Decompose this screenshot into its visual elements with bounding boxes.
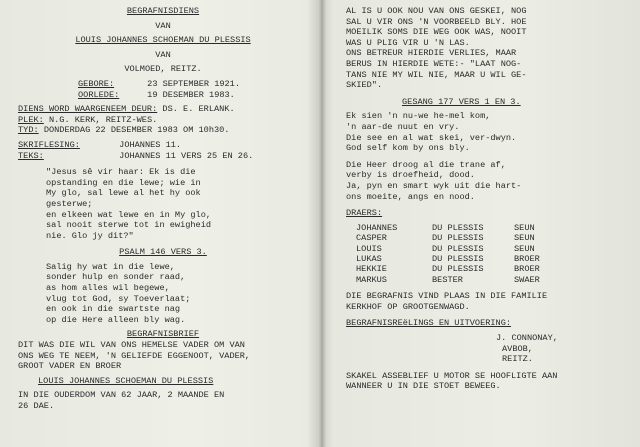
letter-line: DIT WAS DIE WIL VAN ONS HEMELSE VADER OM VAN bbox=[18, 340, 245, 351]
psalm-verse bbox=[18, 262, 308, 326]
hymn-verse-1 bbox=[346, 111, 632, 153]
born-label: GEBORE: bbox=[78, 78, 115, 89]
psalm-line: vlug tot God, sy Toeverlaat; bbox=[46, 293, 191, 304]
service-value: DS. E. ERLANK. bbox=[162, 104, 235, 115]
page-fold bbox=[318, 0, 326, 447]
died-value: 19 DESEMBER 1983. bbox=[147, 89, 235, 100]
birth-line bbox=[18, 79, 308, 90]
service-label: DIENS WORD WAARGENEEM DEUR: bbox=[18, 104, 158, 115]
letter-body bbox=[18, 340, 308, 372]
undertaker-line: J. CONNONAY, bbox=[496, 332, 558, 343]
tribute-line: SKIED". bbox=[346, 80, 383, 91]
burial-line: DIE BEGRAFNIS VIND PLAAS IN DIE FAMILIE bbox=[346, 291, 548, 302]
place-line bbox=[18, 115, 308, 126]
bearer-first-name: CASPER bbox=[356, 233, 387, 244]
programme-title: BEGRAFNISDIENS bbox=[126, 6, 200, 16]
hymn-line: 'n aar-de nuut en vry. bbox=[346, 121, 460, 132]
bearer-surname: DU PLESSIS bbox=[432, 222, 484, 233]
place-value: N.G. KERK, REITZ-WES. bbox=[48, 114, 158, 125]
service-line bbox=[18, 104, 308, 115]
closing-note bbox=[346, 371, 632, 392]
left-page bbox=[0, 0, 318, 447]
bearer-surname: DU PLESSIS bbox=[432, 253, 484, 264]
table-row bbox=[356, 223, 540, 233]
reading-value: JOHANNES 11. bbox=[119, 139, 182, 150]
text-line bbox=[18, 151, 308, 162]
quote-line: gesterwe; bbox=[46, 198, 93, 209]
hymn-verse-3 bbox=[346, 160, 632, 202]
table-row bbox=[356, 275, 540, 285]
psalm-line: sonder hulp en sonder raad, bbox=[46, 272, 186, 283]
tribute-line: SAL U VIR ONS 'N VOORBEELD BLY. HOE bbox=[346, 16, 527, 27]
psalm-line: op die Here alleen bly wag. bbox=[46, 314, 186, 325]
bearer-relation: SEUN bbox=[514, 243, 535, 254]
quote-line: "Jesus sê vir haar: Ek is die bbox=[46, 167, 196, 178]
reading-label: SKRIFLESING: bbox=[18, 139, 80, 150]
table-row bbox=[356, 254, 540, 264]
quote-line: en elkeen wat lewe en in My glo, bbox=[46, 209, 212, 220]
undertaker-line: REITZ. bbox=[502, 354, 533, 365]
letter-title: BEGRAFNISBRIEF bbox=[126, 329, 200, 340]
death-line bbox=[18, 90, 308, 101]
bearer-first-name: JOHANNES bbox=[356, 222, 398, 233]
scripture-quote bbox=[18, 167, 308, 241]
closing-line: WANNEER U IN DIE STOET BEWEEG. bbox=[346, 381, 501, 392]
tribute-line: TANS NIE MY WIL NIE, MAAR U WIL GE- bbox=[346, 69, 527, 80]
hymn-line: God self kom by ons bly. bbox=[346, 143, 470, 154]
psalm-title: PSALM 146 VERS 3. bbox=[119, 247, 207, 258]
tribute-line: BERUS IN HIERDIE WETE:- "LAAT NOG- bbox=[346, 58, 522, 69]
quote-line: My glo, sal lewe al het hy ook bbox=[46, 188, 201, 199]
hymn-line: ons moeite, angs en nood. bbox=[346, 191, 475, 202]
place-label: PLEK: bbox=[18, 114, 44, 125]
bearer-relation: SEUN bbox=[514, 233, 535, 244]
hymn-line: verby is droefheid, dood. bbox=[346, 170, 475, 181]
tribute-line: WAS U PLIG VIR U 'N LAS. bbox=[346, 37, 470, 48]
letter-line: GROOT VADER EN BROER bbox=[18, 361, 122, 372]
deceased-name: LOUIS JOHANNES SCHOEMAN DU PLESSIS bbox=[75, 35, 251, 46]
residence: VOLMOED, REITZ. bbox=[124, 64, 202, 75]
undertaker-block bbox=[346, 333, 632, 365]
bearer-relation: SWAER bbox=[514, 274, 540, 285]
closing-line: SKAKEL ASSEBLIEF U MOTOR SE HOOFLIGTE AAN bbox=[346, 370, 558, 381]
hymn-line: Ja, pyn en smart wyk uit die hart- bbox=[346, 180, 522, 191]
bearer-relation: BROER bbox=[514, 253, 540, 264]
hymn-line: Die see en al wat skei, ver-dwyn. bbox=[346, 132, 517, 143]
bearer-first-name: LOUIS bbox=[356, 243, 382, 254]
arrangements-title: BEGRAFNISREëLINGS EN UITVOERING: bbox=[346, 318, 512, 329]
hymn-title: GESANG 177 VERS 1 EN 3. bbox=[402, 96, 521, 107]
quote-line: sal nooit sterwe tot in ewigheid bbox=[46, 220, 212, 231]
van-label-2: VAN bbox=[155, 49, 171, 60]
bearer-first-name: LUKAS bbox=[356, 253, 382, 264]
table-row bbox=[356, 244, 540, 254]
age-line: IN DIE OUDERDOM VAN 62 JAAR, 2 MAANDE EN bbox=[18, 390, 225, 401]
hymn-line: Die Heer droog al die trane af, bbox=[346, 159, 506, 170]
bearer-surname: BESTER bbox=[432, 274, 463, 285]
died-label: OORLEDE: bbox=[78, 89, 120, 100]
text-value: JOHANNES 11 VERS 25 EN 26. bbox=[119, 150, 254, 161]
bearer-surname: DU PLESSIS bbox=[432, 233, 484, 244]
bearers-title: DRAERS: bbox=[346, 208, 383, 219]
bearer-relation: SEUN bbox=[514, 222, 535, 233]
letter-line: ONS WEG TE NEEM, 'N GELIEFDE EGGENOOT, VADER, bbox=[18, 350, 251, 361]
hymn-line: Ek sien 'n nu-we he-mel kom, bbox=[346, 111, 491, 122]
table-row bbox=[356, 233, 540, 243]
bearers-table bbox=[356, 223, 540, 285]
table-row bbox=[356, 264, 540, 274]
right-page bbox=[326, 0, 640, 447]
psalm-line: as hom alles wil begewe, bbox=[46, 283, 170, 294]
quote-line: opstanding en die lewe; wie in bbox=[46, 177, 201, 188]
bearer-surname: DU PLESSIS bbox=[432, 243, 484, 254]
time-value: DONDERDAG 22 DESEMBER 1983 OM 10h30. bbox=[43, 125, 230, 136]
bearer-surname: DU PLESSIS bbox=[432, 264, 484, 275]
tribute-line: MOEILIK SOMS DIE WEG OOK WAS, NOOIT bbox=[346, 27, 527, 38]
time-label: TYD: bbox=[18, 125, 39, 136]
bearer-first-name: HEKKIE bbox=[356, 264, 387, 275]
text-label: TEKS: bbox=[18, 150, 44, 161]
tribute-line: ONS BETREUR HIERDIE VERLIES, MAAR bbox=[346, 48, 517, 59]
tribute-text bbox=[346, 6, 632, 91]
bearer-first-name: MARKUS bbox=[356, 274, 387, 285]
born-value: 23 SEPTEMBER 1921. bbox=[147, 78, 240, 89]
psalm-line: en ook in die swartste nag bbox=[46, 304, 181, 315]
time-line bbox=[18, 125, 308, 136]
age-line: 26 DAE. bbox=[18, 401, 55, 411]
undertaker-line: AVBOB, bbox=[502, 343, 533, 354]
reading-line bbox=[18, 140, 308, 151]
letter-age bbox=[18, 390, 308, 411]
burial-line: KERKHOF OP GROOTGENWAGD. bbox=[346, 301, 470, 312]
quote-line: nie. Glo jy dit?" bbox=[46, 230, 134, 241]
burial-notice bbox=[346, 291, 632, 312]
letter-name: LOUIS JOHANNES SCHOEMAN DU PLESSIS bbox=[38, 375, 214, 386]
tribute-line: AL IS U OOK NOU VAN ONS GESKEI, NOG bbox=[346, 6, 527, 16]
van-label: VAN bbox=[155, 20, 171, 31]
bearer-relation: BROER bbox=[514, 264, 540, 275]
psalm-line: Salig hy wat in die lewe, bbox=[46, 261, 175, 272]
